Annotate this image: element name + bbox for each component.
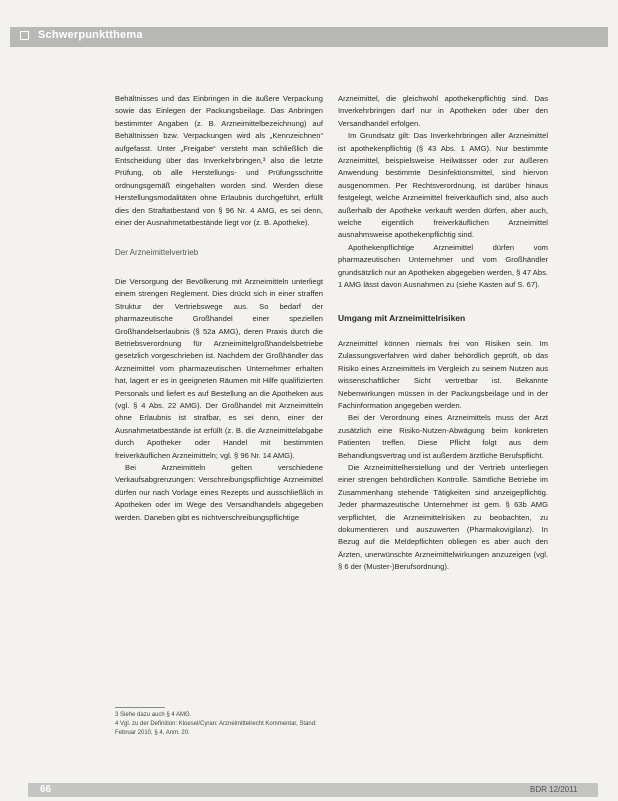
page-number: 66 — [40, 784, 52, 795]
paragraph: Behältnisses und das Einbringen in die äußere Verpackung sowie das Einlegen der Packungsbeilage. Das Anbringen bestimmter Angaben (z. B. Arzneimittelbezeichnung) auf Behältnissen bzw. Verpackungen wird als „Kennzeichnen“ aufgefasst. Unter „Freigabe“ versteht man schließlich die Entscheidung über das Inverkehrbringen,³ also die letzte Prüfung, ob alle Herstellungs- und Prüfungsschritte ordnungsgemäß eingehalten worden sind. Werden diese Herstellungsmodalitäten ohne Erlaubnis durchgeführt, erfüllt dies den Straftatbestand von § 96 Nr. 4 AMG, es sei denn, einer der Ausnahmetatbestände liegt vor (z. B. Apotheke). — [115, 94, 323, 228]
footnote: 3 Siehe dazu auch § 4 AMG. — [115, 712, 192, 718]
issue-label: BDR 12/2011 — [530, 785, 578, 794]
subheading: Umgang mit Arzneimittelrisiken — [338, 312, 466, 323]
paragraph: Bei der Verordnung eines Arzneimittels muss der Arzt zusätzlich eine Risiko-Nutzen-Abwägung beim konkreten Patienten treffen. Diese Pflicht folgt aus dem Behandlungsvertrag und ist außerdem ärztliche Berufspflicht. — [338, 413, 548, 460]
footnotes — [115, 707, 323, 738]
paragraph: Die Arzneimittelherstellung und der Vertrieb unterliegen einer strengen behördlichen Kontrolle. Sämtliche Betriebe im Zusammenhang stehende Tätigkeiten sind anzeigepflichtig. Jeder pharmazeutische Unternehmer ist gem. § 63b AMG verpflichtet, die Arzneimittelrisiken zu beobachten, zu dokumentieren und auszuwerten (Pharmakovigilanz). In Bezug auf die Meldepflichten obliegen es aber auch den Ärzten, unerwünschte Arzneimittelwirkungen anzuzeigen (vgl. § 6 der (Muster-)Berufsordnung). — [338, 462, 548, 572]
paragraph: Apothekenpflichtige Arzneimittel dürfen vom pharmazeutischen Unternehmer und vom Großhändler grundsätzlich nur an Apotheken abgegeben werden, § 47 Abs. 1 AMG lässt davon Ausnahmen zu (siehe Kasten auf S. 67). — [338, 242, 548, 290]
paragraph: Bei Arzneimitteln gelten verschiedene Verkaufsabgrenzungen: Verschreibungspflichtige Arzneimittel dürfen nur nach Vorlage eines Rezepts und ausschließlich in Apotheken oder im Wege des Versandhandels abgegeben werden. Daneben gibt es nichtverschreibungspflichtige — [115, 462, 323, 522]
section-title: Schwerpunktthema — [38, 29, 143, 41]
footnote: 4 Vgl. zu der Definition: Kloesel/Cyran: Arzneimittelrecht Kommentar, Stand: Februar 2010, § 4, Anm. 20. — [115, 721, 317, 736]
footnote-divider — [115, 707, 165, 708]
right-column — [338, 93, 548, 574]
paragraph: Die Versorgung der Bevölkerung mit Arzneimitteln unterliegt einem strengen Reglement. Dies drückt sich in einer straffen Struktur der Vertriebswege aus. So bedarf der pharmazeutische Großhandel einer speziellen Großhandelserlaubnis (§ 52a AMG), deren Praxis durch die Betriebsverordnung für Arzneimittelgroßhandelsbetriebe gesetzlich vorgeschrieben ist. Nachdem der Großhändler das Arzneimittel vom pharmazeutischen Unternehmer erhalten hat, lagert er es in geeigneten Räumen mit Hilfe qualifizierten Personals und liefert es auf Bestellung an die Apotheken aus (vgl. § 4 Abs. 22 AMG). Der Großhandel mit Arzneimitteln ohne Erlaubnis ist strafbar, es sei denn, einer der Ausnahmetatbestände ist erfüllt (z. B. die Arzneimittelabgabe durch Apotheker oder Handel mit bestimmten freiverkäuflichen Arzneimitteln; vgl. § 96 Nr. 14 AMG). — [115, 276, 323, 460]
subheading: Der Arzneimittelvertrieb — [115, 248, 199, 258]
square-icon — [20, 31, 29, 40]
paragraph: Arzneimittel können niemals frei von Risiken sein. Im Zulassungsverfahren wird daher behördlich geprüft, ob das Risiko eines Arzneimittels im Vergleich zu seinem Nutzen aus wissenschaftlicher Sicht vertretbar ist. Bekannte Nebenwirkungen müssen in der Packungsbeilage und in der Fachinformation angegeben werden. — [338, 338, 548, 410]
left-column — [115, 93, 323, 524]
footer-bar — [28, 783, 598, 797]
paragraph: Im Grundsatz gilt: Das Inverkehrbringen aller Arzneimittel ist apothekenpflichtig (§ 43 Abs. 1 AMG). Nur bestimmte Arzneimittel, beispielsweise Heilwässer oder zur äußeren Anwendung bestimmte Desinfektionsmittel, sind hiervon ausgenommen. Per Rechtsverordnung, ist darüber hinaus festgelegt, welche Arzneimittel freiverkäuflich sind, also auch außerhalb der Apotheke verkauft werden dürfen, aber auch, welche eigentlich freiverkäuflichen Arzneimittel ausnahmsweise apothekenpflichtig sind. — [338, 131, 548, 240]
paragraph: Arzneimittel, die gleichwohl apothekenpflichtig sind. Das Inverkehrbringen darf nur in Apotheken oder über den Versandhandel erfolgen. — [338, 94, 548, 128]
